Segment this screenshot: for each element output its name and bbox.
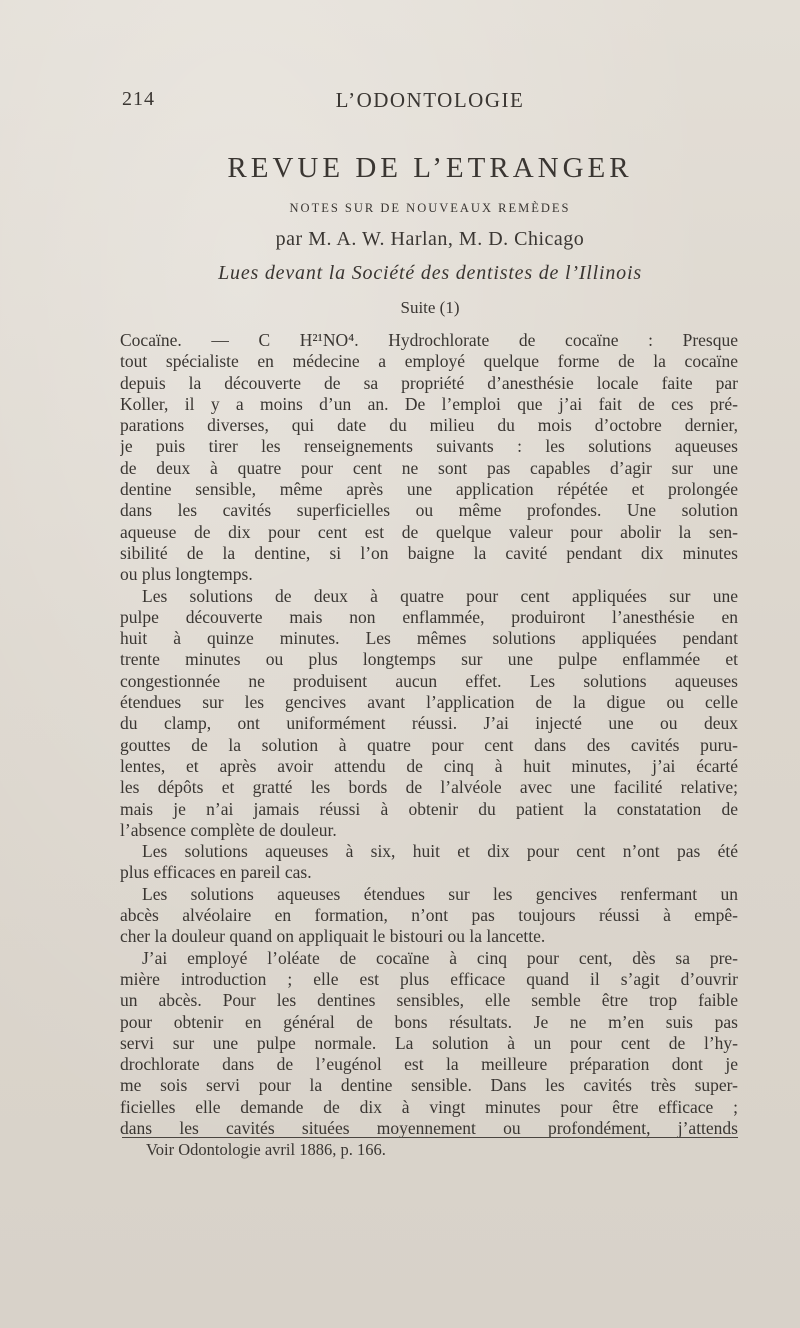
- body-line: mais je n’ai jamais réussi à obtenir du patient la constatation de: [120, 798, 738, 819]
- body-line: pour obtenir en général de bons résultats. Je ne m’en suis pas: [120, 1011, 738, 1032]
- body-line: parations diverses, qui date du milieu du mois d’octobre dernier,: [120, 415, 738, 436]
- body-line: tout spécialiste en médecine a employé quelque forme de la cocaïne: [120, 351, 738, 372]
- body-line: pulpe découverte mais non enflammée, produiront l’anesthésie en: [120, 606, 738, 627]
- body-line: J’ai employé l’oléate de cocaïne à cinq pour cent, dès sa pre-: [142, 947, 738, 968]
- body-line: depuis la découverte de sa propriété d’anesthésie locale faite par: [120, 372, 738, 393]
- body-line: abcès alvéolaire en formation, n’ont pas toujours réussi à empê-: [120, 905, 738, 926]
- body-line: me sois servi pour la dentine sensible. Dans les cavités très super-: [120, 1075, 738, 1096]
- article-body: [120, 330, 738, 1139]
- running-head: [122, 88, 738, 118]
- body-line: drochlorate dans de l’eugénol est la meilleure préparation dont je: [120, 1054, 738, 1075]
- read-before-line: Lues devant la Société des dentistes de l’Illinois: [218, 262, 642, 284]
- body-line: dans les cavités superficielles ou même profondes. Une solution: [120, 500, 738, 521]
- author-line: par M. A. W. Harlan, M. D. Chicago: [275, 228, 585, 250]
- body-line: Koller, il y a moins d’un an. De l’emploi que j’ai fait de ces pré-: [120, 393, 738, 414]
- body-line: trente minutes ou plus longtemps sur une pulpe enflammée et: [120, 649, 738, 670]
- body-line: un abcès. Pour les dentines sensibles, elle semble être trop faible: [120, 990, 738, 1011]
- body-line: servi sur une pulpe normale. La solution à un pour cent de l’hy-: [120, 1032, 738, 1053]
- body-line: Les solutions aqueuses à six, huit et dix pour cent n’ont pas été: [142, 841, 738, 862]
- footnote-rule: [122, 1137, 738, 1138]
- body-line: plus efficaces en pareil cas.: [120, 862, 312, 883]
- body-line: sibilité de la dentine, si l’on baigne la cavité pendant dix minutes: [120, 542, 738, 563]
- body-line: Cocaïne. — C H²¹NO⁴. Hydrochlorate de cocaïne : Presque: [120, 330, 738, 350]
- suite-note: Suite (1): [400, 298, 460, 317]
- body-line: les dépôts et gratté les bords de l’alvéole avec une facilité relative;: [120, 777, 738, 798]
- subtitle: NOTES SUR DE NOUVEAUX REMÈDES: [289, 201, 571, 215]
- page-number: 214: [122, 88, 155, 110]
- body-line: Les solutions aqueuses étendues sur les gencives renfermant un: [142, 883, 738, 904]
- body-line: Les solutions de deux à quatre pour cent appliquées sur une: [142, 585, 738, 606]
- body-line: dans les cavités situées moyennement ou profondément, j’attends: [120, 1117, 738, 1138]
- body-line: huit à quinze minutes. Les mêmes solutions appliquées pendant: [120, 628, 738, 649]
- footnote: Voir Odontologie avril 1886, p. 166.: [146, 1140, 386, 1159]
- body-line: étendues sur les gencives avant l’application de la digue ou celle: [120, 692, 738, 713]
- body-line: gouttes de la solution à quatre pour cent dans des cavités puru-: [120, 734, 738, 755]
- body-line: l’absence complète de douleur.: [120, 819, 337, 840]
- body-line: congestionnée ne produisent aucun effet. Les solutions aqueuses: [120, 670, 738, 691]
- body-line: ficielles elle demande de dix à vingt minutes pour être efficace ;: [120, 1096, 738, 1117]
- body-line: dentine sensible, même après une application répétée et prolongée: [120, 479, 738, 500]
- body-line: de deux à quatre pour cent ne sont pas capables d’agir sur une: [120, 457, 738, 478]
- running-title: L’ODONTOLOGIE: [335, 88, 525, 112]
- section-title: REVUE DE L’ETRANGER: [227, 152, 633, 184]
- body-line: aqueuse de dix pour cent est de quelque valeur pour abolir la sen-: [120, 521, 738, 542]
- body-line: je puis tirer les renseignements suivants : les solutions aqueuses: [120, 436, 738, 457]
- body-line: lentes, et après avoir attendu de cinq à huit minutes, j’ai écarté: [120, 755, 738, 776]
- body-line: cher la douleur quand on appliquait le bistouri ou la lancette.: [120, 926, 546, 947]
- body-line: ou plus longtemps.: [120, 564, 253, 585]
- body-line: mière introduction ; elle est plus efficace quand il s’agit d’ouvrir: [120, 968, 738, 989]
- body-line: du clamp, ont uniformément réussi. J’ai injecté une ou deux: [120, 713, 738, 734]
